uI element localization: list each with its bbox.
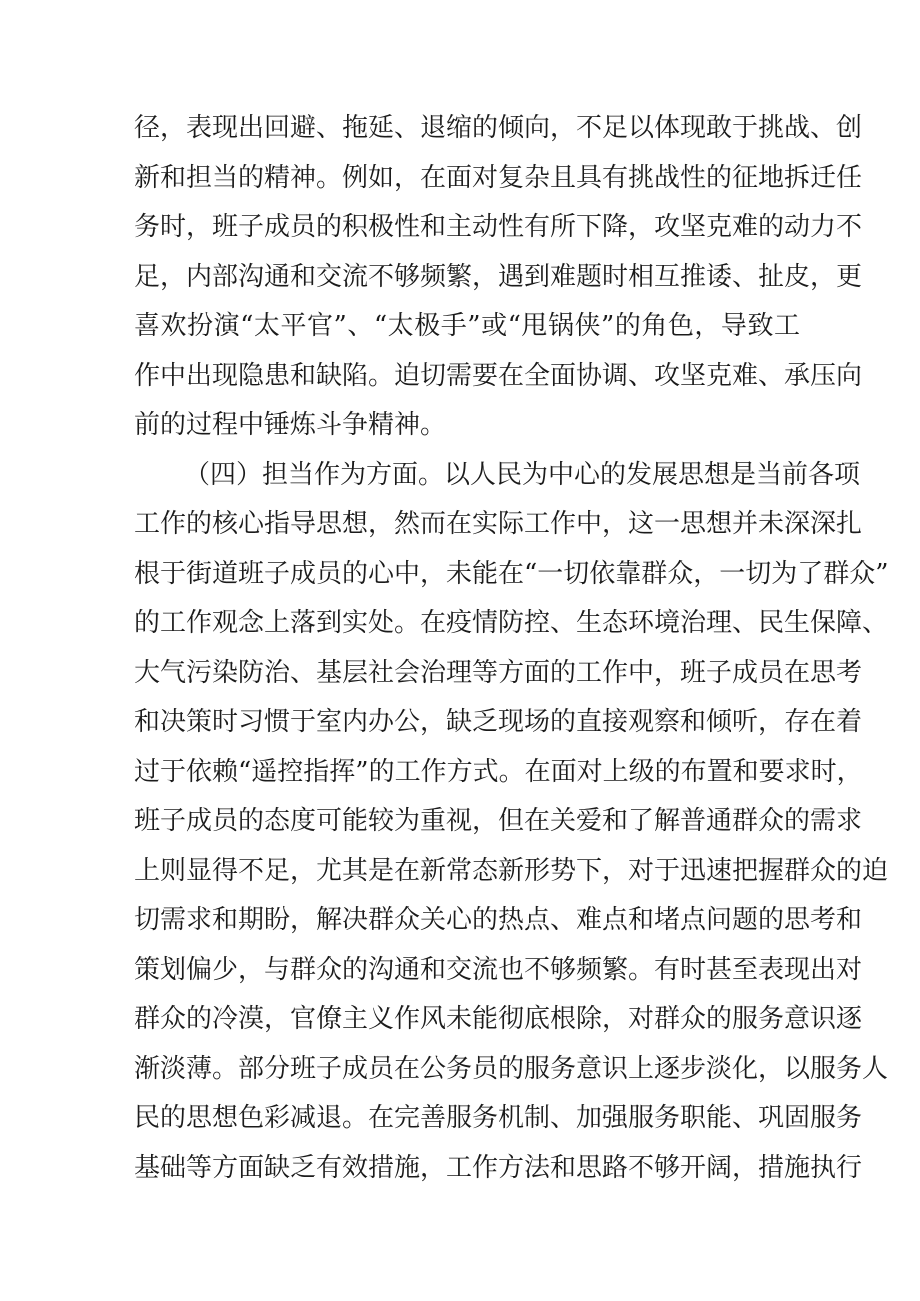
text-line: 大气污染防治、基层社会治理等方面的工作中，班子成员在思考 [134,658,863,688]
text-line: 基础等方面缺乏有效措施，工作方法和思路不够开阔，措施执行 [134,1153,863,1183]
paragraph-heading-line: （四）担当作为方面。以人民为中心的发展思想是当前各项 [184,460,861,490]
text-line: 作中出现隐患和缺陷。迫切需要在全面协调、攻坚克难、承压向 [134,361,863,391]
text-line: 根于街道班子成员的心中，未能在“一切依靠群众，一切为了群众” [134,559,889,589]
text-line: 新和担当的精神。例如，在面对复杂且具有挑战性的征地拆迁任 [134,163,863,193]
text-line: 切需求和期盼，解决群众关心的热点、难点和堵点问题的思考和 [134,905,863,935]
text-line: 过于依赖“遥控指挥”的工作方式。在面对上级的布置和要求时， [134,757,863,787]
text-line: 班子成员的态度可能较为重视，但在关爱和了解普通群众的需求 [134,806,863,836]
text-line: 前的过程中锤炼斗争精神。 [134,410,447,440]
text-line: 喜欢扮演“太平官”、“太极手”或“甩锅侠”的角色，导致工 [134,311,800,341]
text-line: 务时，班子成员的积极性和主动性有所下降，攻坚克难的动力不 [134,212,863,242]
text-line: 策划偏少，与群众的沟通和交流也不够频繁。有时甚至表现出对 [134,955,863,985]
text-line: 工作的核心指导思想，然而在实际工作中，这一思想并未深深扎 [134,509,863,539]
text-line: 渐淡薄。部分班子成员在公务员的服务意识上逐步淡化，以服务人 [134,1054,889,1084]
text-line: 上则显得不足，尤其是在新常态新形势下，对于迅速把握群众的迫 [134,856,889,886]
text-line: 民的思想色彩减退。在完善服务机制、加强服务职能、巩固服务 [134,1103,863,1133]
text-line: 径，表现出回避、拖延、退缩的倾向，不足以体现敢于挑战、创 [134,113,863,143]
text-line: 的工作观念上落到实处。在疫情防控、生态环境治理、民生保障、 [134,608,889,638]
text-line: 和决策时习惯于室内办公，缺乏现场的直接观察和倾听，存在着 [134,707,863,737]
text-line: 足，内部沟通和交流不够频繁，遇到难题时相互推诿、扯皮，更 [134,262,863,292]
text-line: 群众的冷漠，官僚主义作风未能彻底根除，对群众的服务意识逐 [134,1004,863,1034]
